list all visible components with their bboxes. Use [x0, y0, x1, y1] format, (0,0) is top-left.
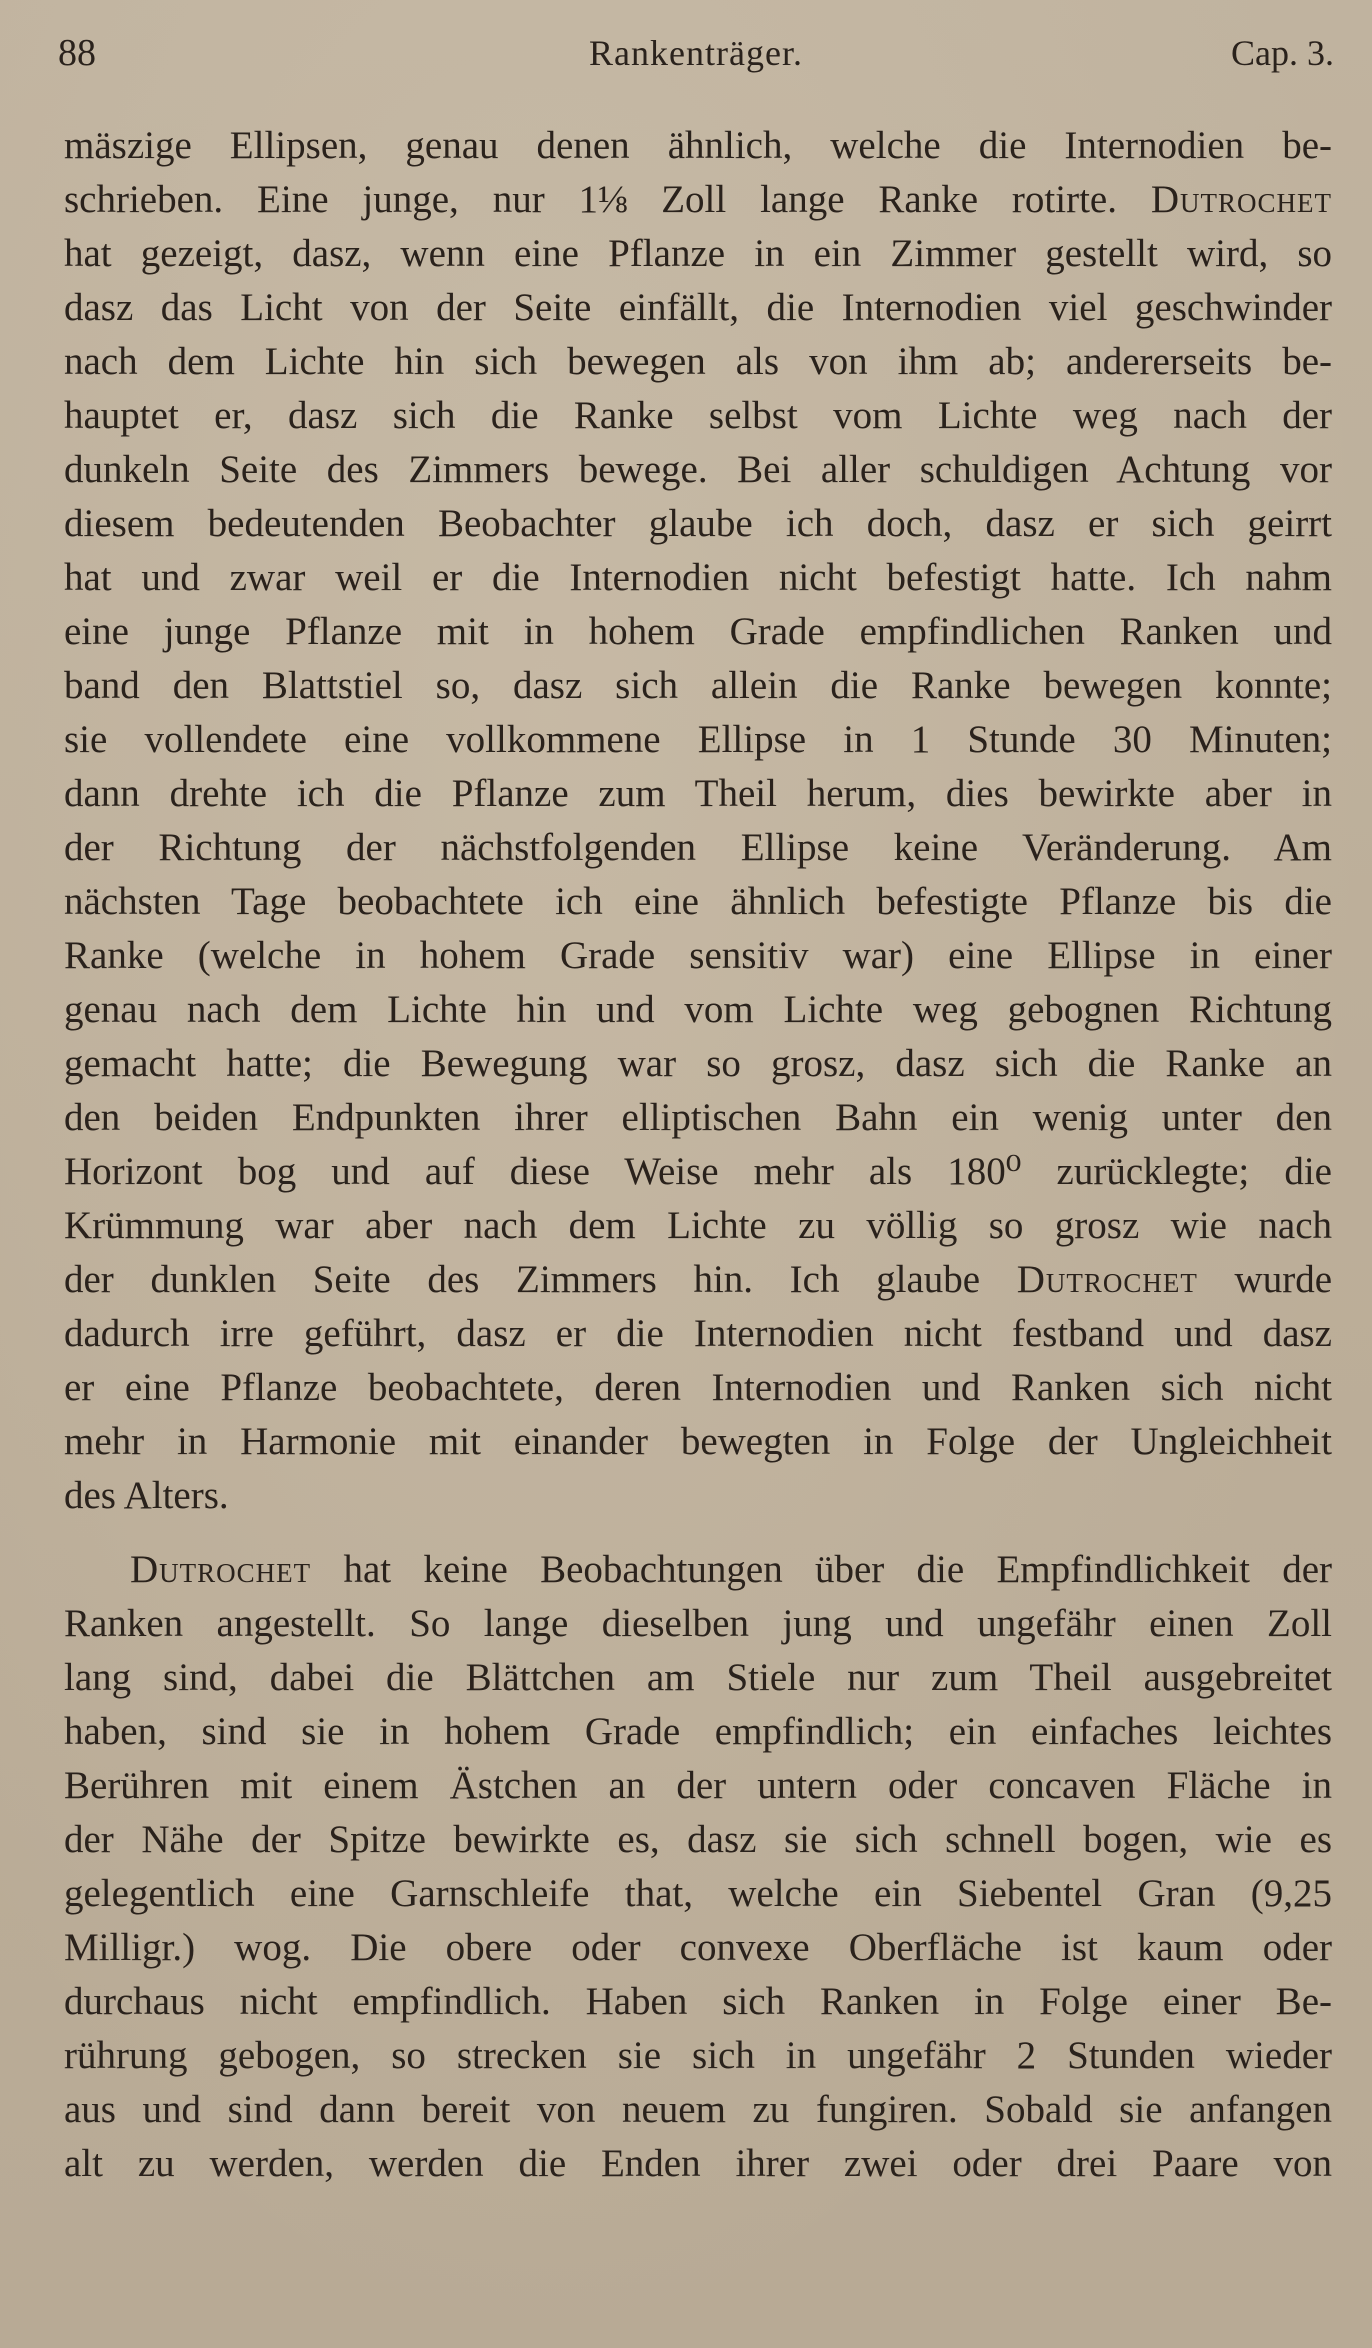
text-line: Horizont bog und auf diese Weise mehr als 180⁰ zurücklegte; die [64, 1150, 1332, 1193]
text-line: Krümmung war aber nach dem Lichte zu völlig so grosz wie nach [64, 1204, 1332, 1247]
text-line: nächsten Tage beobachtete ich eine ähnlich befestigte Pflanze bis die [64, 880, 1332, 923]
text-line: der Richtung der nächstfolgenden Ellipse keine Veränderung. Am [64, 826, 1332, 869]
text-line: Ranke (welche in hohem Grade sensitiv war) eine Ellipse in einer [64, 934, 1332, 977]
text-line: gemacht hatte; die Bewegung war so grosz, dasz sich die Ranke an [64, 1042, 1332, 1085]
paragraph-2 [64, 1543, 1332, 2191]
paragraph-1 [64, 119, 1332, 1523]
text-line: genau nach dem Lichte hin und vom Lichte weg gebognen Richtung [64, 988, 1332, 1031]
text-line: gelegentlich eine Garnschleife that, welche ein Siebentel Gran (9,25 [64, 1872, 1332, 1915]
author-name: Dutrochet [1016, 1258, 1198, 1301]
running-title: Rankenträger. [589, 33, 803, 73]
text-line: lang sind, dabei die Blättchen am Stiele nur zum Theil ausgebreitet [64, 1656, 1332, 1699]
text-line: durchaus nicht empfindlich. Haben sich Ranken in Folge einer Be- [64, 1980, 1332, 2023]
text-line: dann drehte ich die Pflanze zum Theil herum, dies bewirkte aber in [64, 772, 1332, 815]
text-line: Dutrochet hat keine Beobachtungen über die Empfindlichkeit der [130, 1548, 1332, 1591]
text-line: hauptet er, dasz sich die Ranke selbst vom Lichte weg nach der [64, 394, 1332, 437]
text-line: band den Blattstiel so, dasz sich allein die Ranke bewegen konnte; [64, 664, 1332, 707]
author-name: Dutrochet [130, 1548, 312, 1591]
text-line: Ranken angestellt. So lange dieselben jung und ungefähr einen Zoll [64, 1602, 1332, 1645]
text-line: der dunklen Seite des Zimmers hin. Ich glaube Dutrochet wurde [64, 1258, 1332, 1301]
text-line: Milligr.) wog. Die obere oder convexe Oberfläche ist kaum oder [64, 1926, 1332, 1969]
page-number: 88 [58, 32, 96, 74]
text-line: nach dem Lichte hin sich bewegen als von ihm ab; andererseits be- [64, 340, 1332, 383]
text-line: haben, sind sie in hohem Grade empfindlich; ein einfaches leichtes [64, 1710, 1332, 1753]
text-line: sie vollendete eine vollkommene Ellipse in 1 Stunde 30 Minuten; [64, 718, 1332, 761]
text-line: mäszige Ellipsen, genau denen ähnlich, welche die Internodien be- [64, 124, 1332, 167]
text-line: schrieben. Eine junge, nur 1⅛ Zoll lange Ranke rotirte. Dutrochet [64, 178, 1332, 221]
text-line: eine junge Pflanze mit in hohem Grade empfindlichen Ranken und [64, 610, 1332, 653]
text-line: rührung gebogen, so strecken sie sich in ungefähr 2 Stunden wieder [64, 2034, 1332, 2077]
text-line: der Nähe der Spitze bewirkte es, dasz sie sich schnell bogen, wie es [64, 1818, 1332, 1861]
text-line: den beiden Endpunkten ihrer elliptischen Bahn ein wenig unter den [64, 1096, 1332, 1139]
page-header [58, 28, 1334, 78]
text-line: mehr in Harmonie mit einander bewegten in Folge der Ungleichheit [64, 1420, 1332, 1463]
chapter-label: Cap. 3. [1231, 33, 1334, 73]
author-name: Dutrochet [1150, 178, 1332, 221]
text-line: aus und sind dann bereit von neuem zu fungiren. Sobald sie anfangen [64, 2088, 1332, 2131]
text-line: dasz das Licht von der Seite einfällt, die Internodien viel geschwinder [64, 286, 1332, 329]
text-line: er eine Pflanze beobachtete, deren Internodien und Ranken sich nicht [64, 1366, 1332, 1409]
body-text [64, 119, 1332, 2191]
text-line: hat gezeigt, dasz, wenn eine Pflanze in ein Zimmer gestellt wird, so [64, 232, 1332, 275]
text-line: diesem bedeutenden Beobachter glaube ich doch, dasz er sich geirrt [64, 502, 1332, 545]
text-line: dadurch irre geführt, dasz er die Internodien nicht festband und dasz [64, 1312, 1332, 1355]
text-line: dunkeln Seite des Zimmers bewege. Bei aller schuldigen Achtung vor [64, 448, 1332, 491]
text-line: alt zu werden, werden die Enden ihrer zwei oder drei Paare von [64, 2142, 1332, 2185]
text-line: hat und zwar weil er die Internodien nicht befestigt hatte. Ich nahm [64, 556, 1332, 599]
text-line: Berühren mit einem Ästchen an der untern oder concaven Fläche in [64, 1764, 1332, 1807]
text-line: des Alters. [64, 1474, 229, 1517]
